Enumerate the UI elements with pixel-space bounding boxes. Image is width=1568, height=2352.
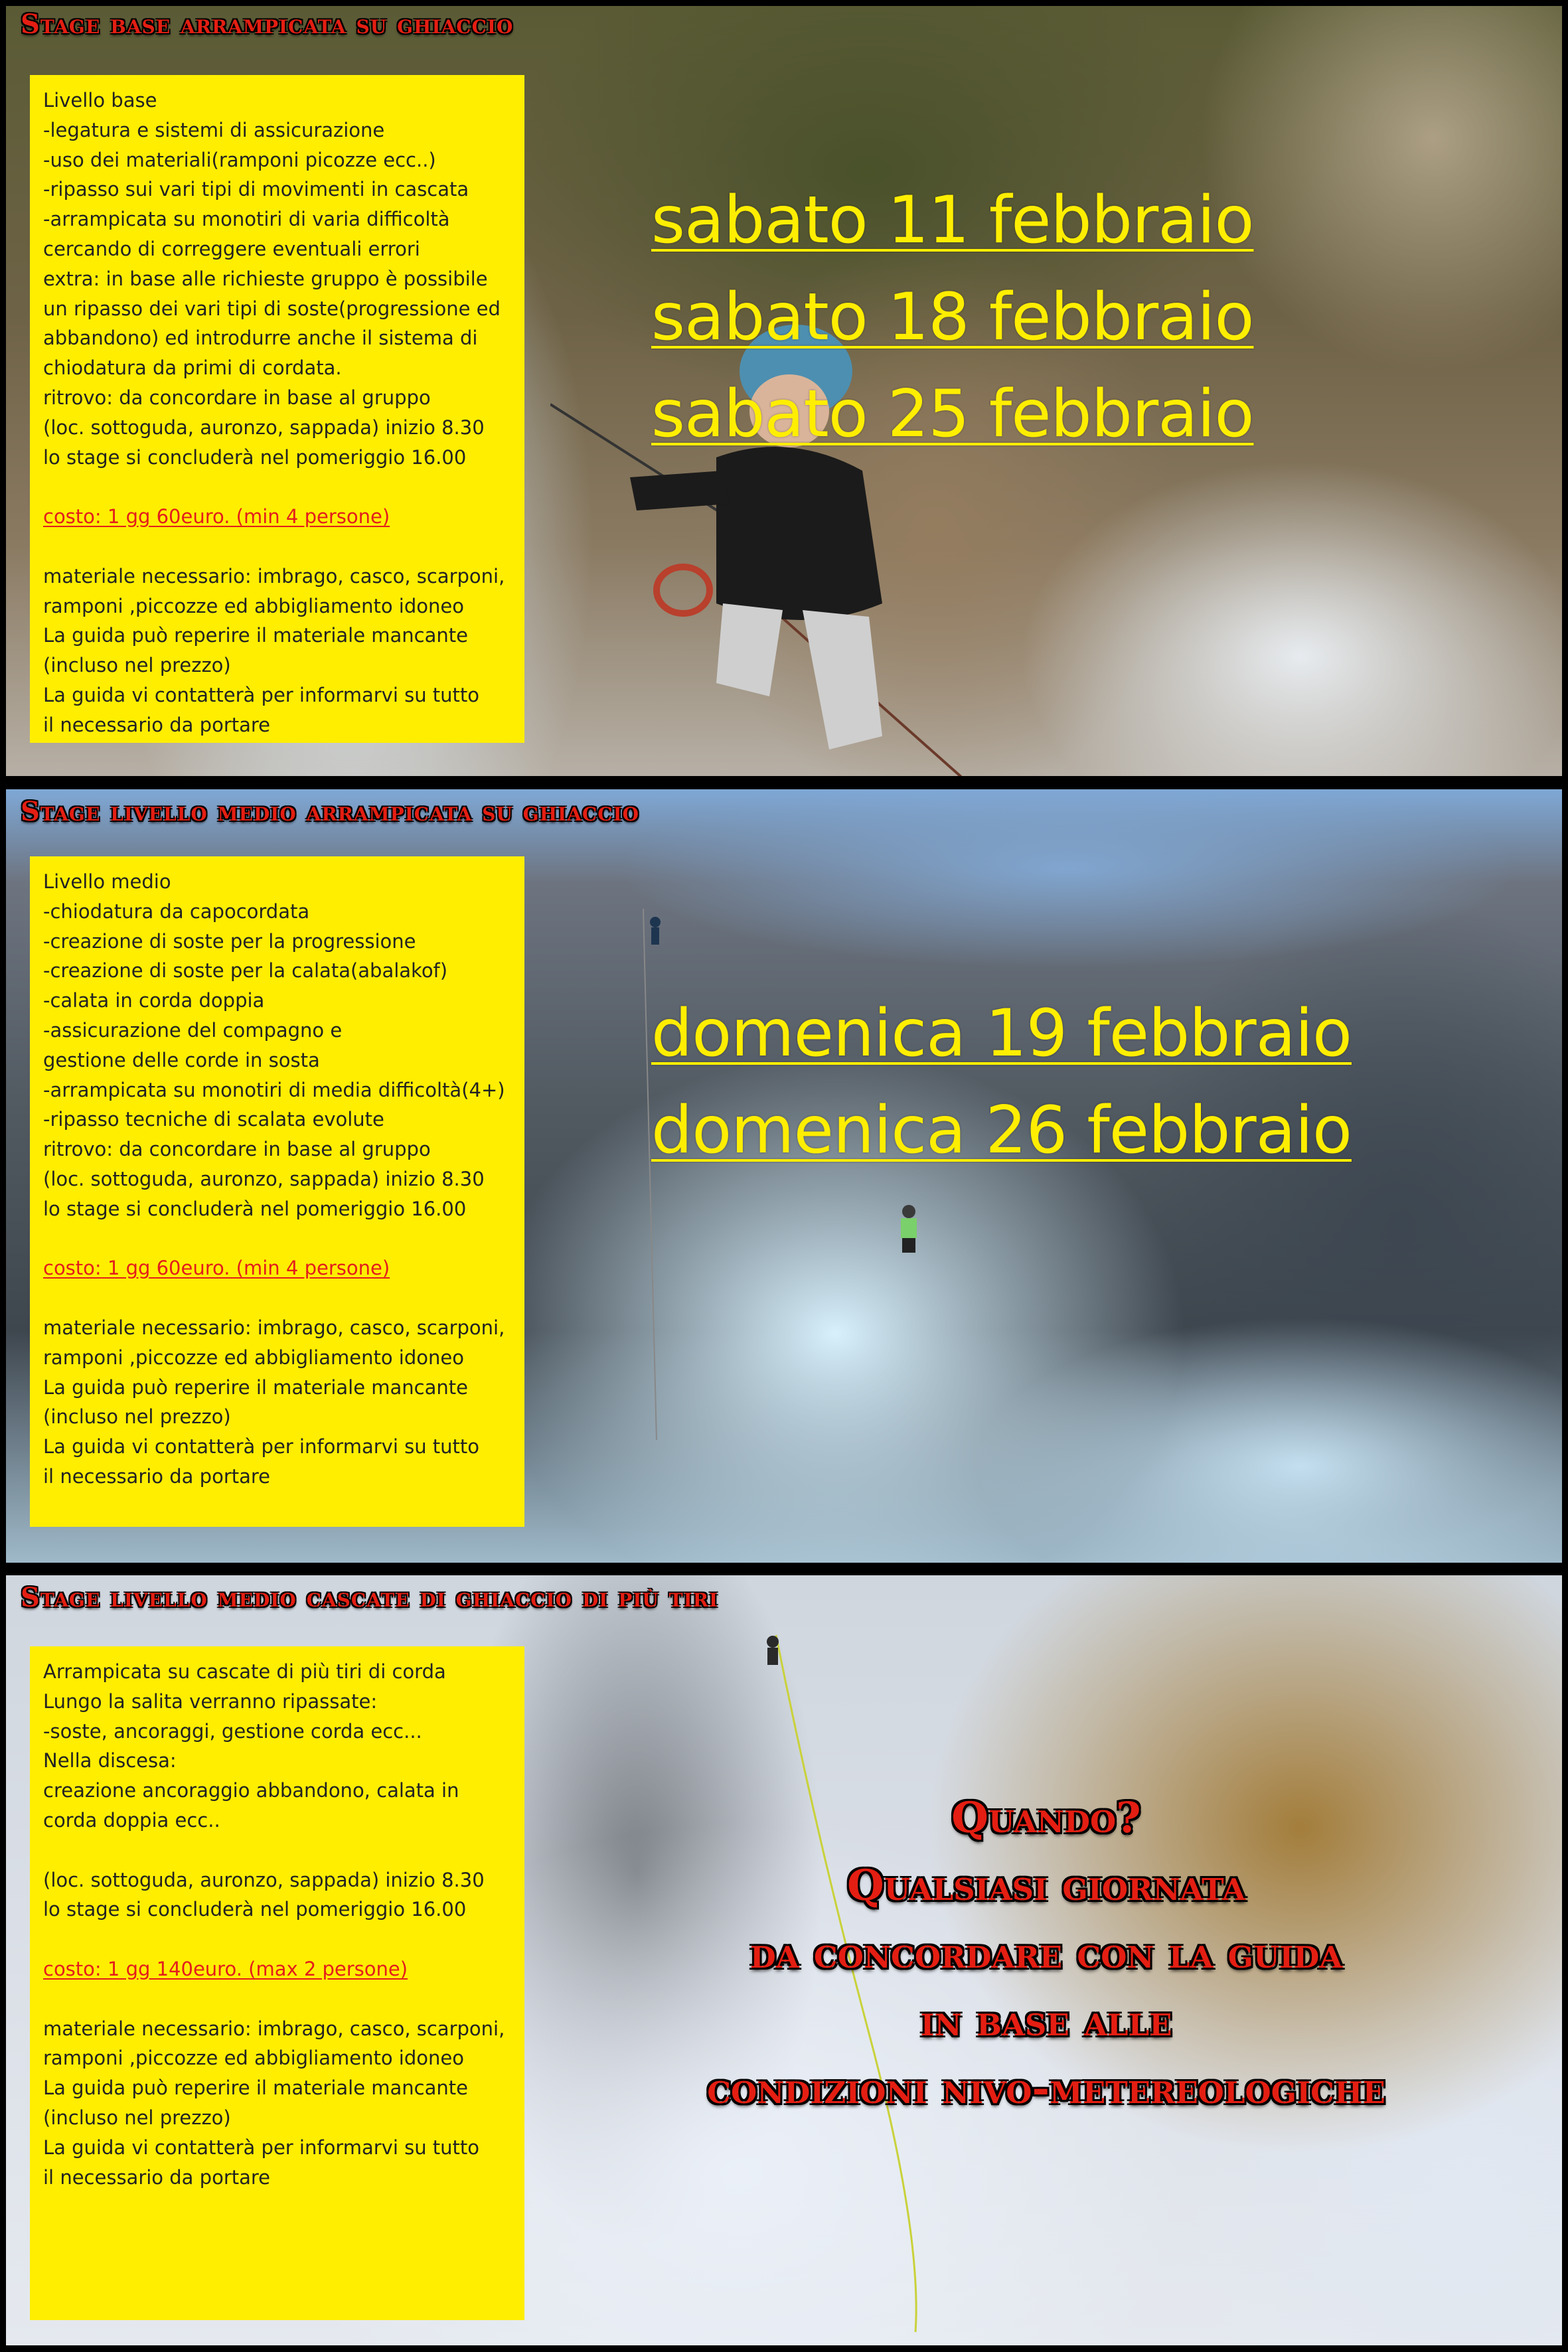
material-line: ramponi ,piccozze ed abbigliamento idoneo [43,594,464,617]
info-line: -creazione di soste per la progressione [43,929,416,953]
dates-list [651,985,1352,1179]
info-box [30,75,524,743]
info-line: ritrovo: da concordare in base al gruppo [43,1138,431,1161]
material-line: (incluso nel prezzo) [43,654,231,677]
info-line: lo stage si concluderà nel pomeriggio 16.00 [43,445,467,469]
stage-base-panel [6,6,1562,776]
info-line: ritrovo: da concordare in base al gruppo [43,386,431,409]
stage-title: Stage livello medio arrampicata su ghiaccio [21,796,640,827]
when-block [538,1784,1554,2123]
material-line: (incluso nel prezzo) [43,1405,231,1429]
info-line: (loc. sottoguda, auronzo, sappada) inizio 8.30 [43,416,485,439]
cost-text: costo: 1 gg 140euro. (max 2 persone) [43,1957,408,1980]
material-line: La guida vi contatterà per informarvi su tutto [43,2136,480,2159]
info-line: un ripasso dei vari tipi di soste(progressione ed [43,297,501,320]
info-line: (loc. sottoguda, auronzo, sappada) inizio 8.30 [43,1167,485,1190]
material-line: La guida può reperire il materiale mancante [43,1375,468,1399]
info-line: Livello base [43,89,157,112]
info-line: -ripasso sui vari tipi di movimenti in cascata [43,178,469,201]
material-line: il necessario da portare [43,2165,271,2189]
material-line: ramponi ,piccozze ed abbigliamento idoneo [43,1346,464,1369]
info-line: (loc. sottoguda, auronzo, sappada) inizio 8.30 [43,1868,485,1891]
info-line: Livello medio [43,870,171,893]
info-line: -creazione di soste per la calata(abalakof) [43,959,448,982]
info-line: -arrampicata su monotiri di media difficoltà(4+) [43,1078,505,1101]
info-line: lo stage si concluderà nel pomeriggio 16.00 [43,1898,467,1921]
when-line: in base alle [920,1996,1172,2046]
info-line: gestione delle corde in sosta [43,1048,320,1071]
info-line: corda doppia ecc.. [43,1808,220,1832]
info-box [30,1646,524,2320]
info-line: -arrampicata su monotiri di varia difficoltà [43,208,450,231]
info-line: Nella discesa: [43,1749,177,1772]
stage-title: Stage livello medio cascate di ghiaccio di più tiri [21,1582,719,1613]
material-line: materiale necessario: imbrago, casco, scarponi, [43,1316,505,1339]
date-item: sabato 18 febbraio [651,279,1254,355]
info-line [43,1836,524,1865]
dates-list [651,172,1254,463]
info-line: extra: in base alle richieste gruppo è possibile [43,267,488,290]
info-line: -uso dei materiali(ramponi picozze ecc..) [43,148,436,171]
stage-piu-tiri-panel [6,1575,1562,2345]
material-line: La guida vi contatterà per informarvi su tutto [43,683,480,706]
info-line: Arrampicata su cascate di più tiri di corda [43,1660,446,1683]
date-item: sabato 25 febbraio [651,376,1254,452]
material-line: La guida può reperire il materiale mancante [43,2077,468,2100]
info-line: chiodatura da primi di cordata. [43,356,342,380]
info-line: -assicurazione del compagno e [43,1018,343,1042]
date-item: domenica 26 febbraio [651,1093,1352,1168]
cost-text: costo: 1 gg 60euro. (min 4 persone) [43,505,390,528]
info-line: creazione ancoraggio abbandono, calata in [43,1779,459,1802]
date-item: domenica 19 febbraio [651,996,1352,1071]
info-line: Lungo la salita verranno ripassate: [43,1689,378,1713]
when-line: Qualsiasi giornata [846,1861,1246,1911]
material-line: ramponi ,piccozze ed abbigliamento idoneo [43,2047,464,2070]
material-line: materiale necessario: imbrago, casco, scarponi, [43,564,505,588]
when-line: condizioni nivo-metereologiche [707,2064,1385,2114]
material-line: La guida vi contatterà per informarvi su tutto [43,1435,480,1458]
stage-title: Stage base arrampicata su ghiaccio [21,9,514,40]
info-line: -soste, ancoraggi, gestione corda ecc... [43,1719,422,1743]
when-line: da concordare con la guida [749,1928,1343,1978]
material-line: (incluso nel prezzo) [43,2106,231,2129]
info-line: lo stage si concluderà nel pomeriggio 16.00 [43,1197,467,1220]
info-line: -ripasso tecniche di scalata evolute [43,1108,384,1131]
info-line: -chiodatura da capocordata [43,900,310,923]
date-item: sabato 11 febbraio [651,183,1254,258]
info-line: cercando di correggere eventuali errori [43,237,420,260]
when-line: Quando? [951,1793,1141,1843]
info-line: -legatura e sistemi di assicurazione [43,118,385,141]
info-line: abbandono) ed introdurre anche il sistema di [43,327,478,350]
material-line: La guida può reperire il materiale mancante [43,624,468,647]
cost-text: costo: 1 gg 60euro. (min 4 persone) [43,1257,390,1280]
info-box [30,856,524,1527]
material-line: materiale necessario: imbrago, casco, scarponi, [43,2017,505,2040]
material-line: il necessario da portare [43,1464,271,1488]
stage-medio-panel [6,789,1562,1563]
info-line: -calata in corda doppia [43,989,265,1012]
material-line: il necessario da portare [43,713,271,736]
